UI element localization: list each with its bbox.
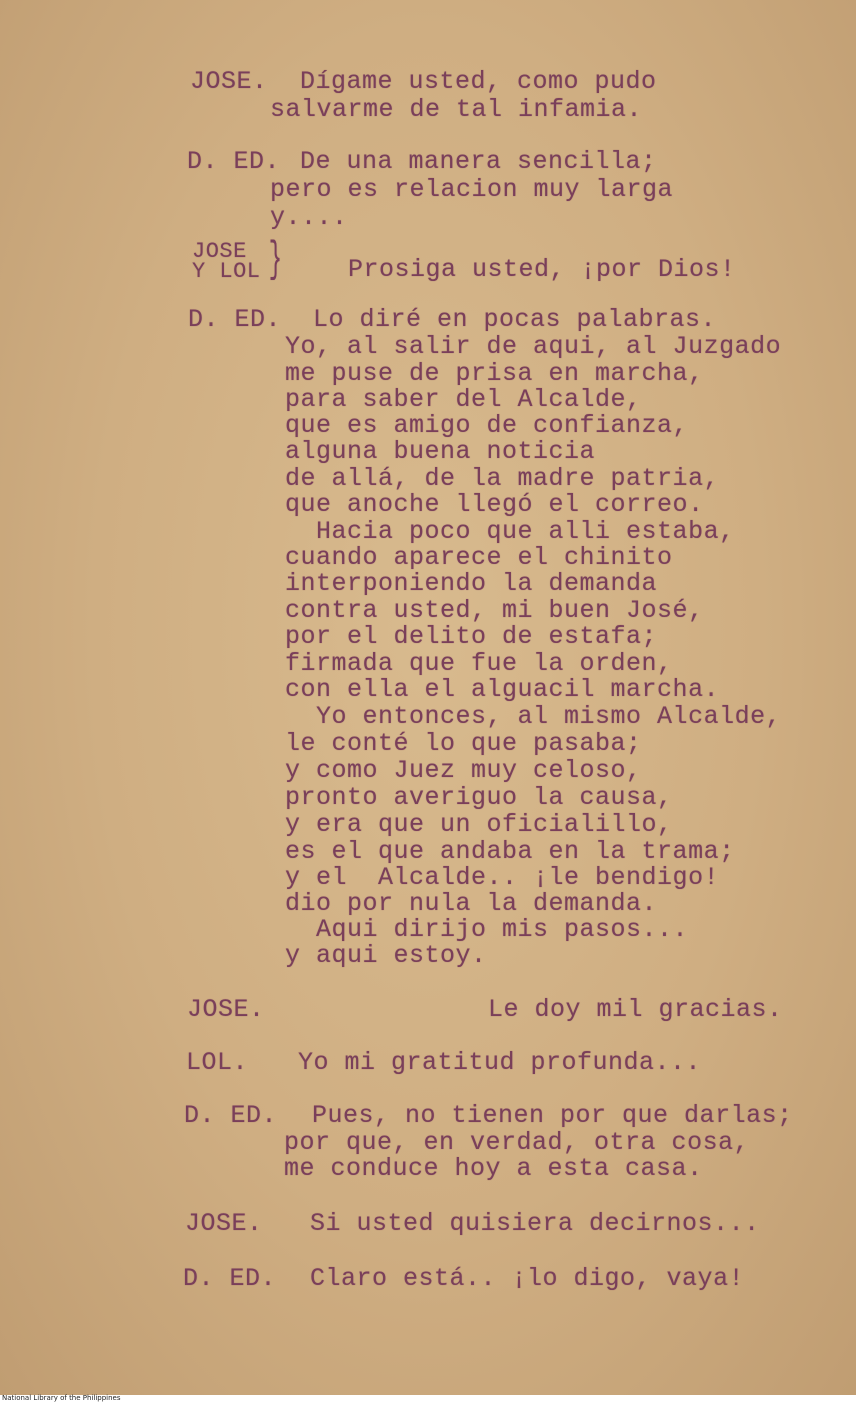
dialogue-line: Yo, al salir de aqui, al Juzgado xyxy=(285,332,782,361)
dialogue-line: Aqui dirijo mis pasos... xyxy=(285,915,689,944)
dialogue-line: por que, en verdad, otra cosa, xyxy=(284,1128,750,1157)
speaker-jose: JOSE. xyxy=(190,67,268,96)
dialogue-line: y.... xyxy=(270,203,348,232)
dialogue-line: y era que un oficialillo, xyxy=(285,810,673,839)
dialogue-line: pronto averiguo la causa, xyxy=(285,783,673,812)
dialogue-line: Lo diré en pocas palabras. xyxy=(313,305,717,334)
speaker-don-ed: D. ED. xyxy=(187,147,281,176)
dialogue-line: Claro está.. ¡lo digo, vaya! xyxy=(310,1264,745,1293)
dialogue-line: que anoche llegó el correo. xyxy=(285,490,704,519)
dialogue-line: Yo mi gratitud profunda... xyxy=(298,1048,702,1077)
dialogue-line: me puse de prisa en marcha, xyxy=(285,359,704,388)
dialogue-line: Hacia poco que alli estaba, xyxy=(285,517,735,546)
dialogue-line: firmada que fue la orden, xyxy=(285,649,673,678)
brace-icon: } xyxy=(268,235,283,285)
dialogue-line: contra usted, mi buen José, xyxy=(285,596,704,625)
dialogue-line: Le doy mil gracias. xyxy=(488,995,783,1024)
speaker-jose-y-lol xyxy=(192,239,261,284)
footer-credit: National Library of the Philippines xyxy=(2,1394,121,1402)
footer-bar xyxy=(0,1395,856,1403)
dialogue-line: y como Juez muy celoso, xyxy=(285,756,642,785)
dialogue-line: le conté lo que pasaba; xyxy=(285,729,642,758)
dialogue-line: con ella el alguacil marcha. xyxy=(285,675,720,704)
dialogue-line: Si usted quisiera decirnos... xyxy=(310,1209,760,1238)
dialogue-line: de allá, de la madre patria, xyxy=(285,464,720,493)
dialogue-line: De una manera sencilla; xyxy=(300,147,657,176)
dialogue-line: alguna buena noticia xyxy=(285,437,596,466)
dialogue-line: por el delito de estafa; xyxy=(285,622,658,651)
dialogue-line: me conduce hoy a esta casa. xyxy=(284,1154,703,1183)
speaker-line: JOSE xyxy=(192,239,247,264)
speaker-don-ed: D. ED. xyxy=(188,305,282,334)
speaker-don-ed: D. ED. xyxy=(183,1264,277,1293)
speaker-lol: LOL. xyxy=(186,1048,249,1077)
dialogue-line: cuando aparece el chinito xyxy=(285,543,673,572)
dialogue-line: dio por nula la demanda. xyxy=(285,889,658,918)
speaker-line: Y LOL xyxy=(192,259,261,284)
dialogue-line: pero es relacion muy larga xyxy=(270,175,674,204)
dialogue-line: y el Alcalde.. ¡le bendigo! xyxy=(285,863,720,892)
dialogue-line: que es amigo de confianza, xyxy=(285,411,689,440)
speaker-jose: JOSE. xyxy=(185,1209,263,1238)
dialogue-line: Pues, no tienen por que darlas; xyxy=(312,1101,793,1130)
dialogue-line: salvarme de tal infamia. xyxy=(270,95,643,124)
dialogue-line: es el que andaba en la trama; xyxy=(285,837,735,866)
dialogue-line: interponiendo la demanda xyxy=(285,569,658,598)
speaker-don-ed: D. ED. xyxy=(184,1101,278,1130)
dialogue-line: Yo entonces, al mismo Alcalde, xyxy=(285,702,782,731)
dialogue-line: Dígame usted, como pudo xyxy=(300,67,657,96)
dialogue-line: y aqui estoy. xyxy=(285,941,487,970)
dialogue-line: Prosiga usted, ¡por Dios! xyxy=(348,255,736,284)
speaker-jose: JOSE. xyxy=(187,995,265,1024)
dialogue-line: para saber del Alcalde, xyxy=(285,385,642,414)
